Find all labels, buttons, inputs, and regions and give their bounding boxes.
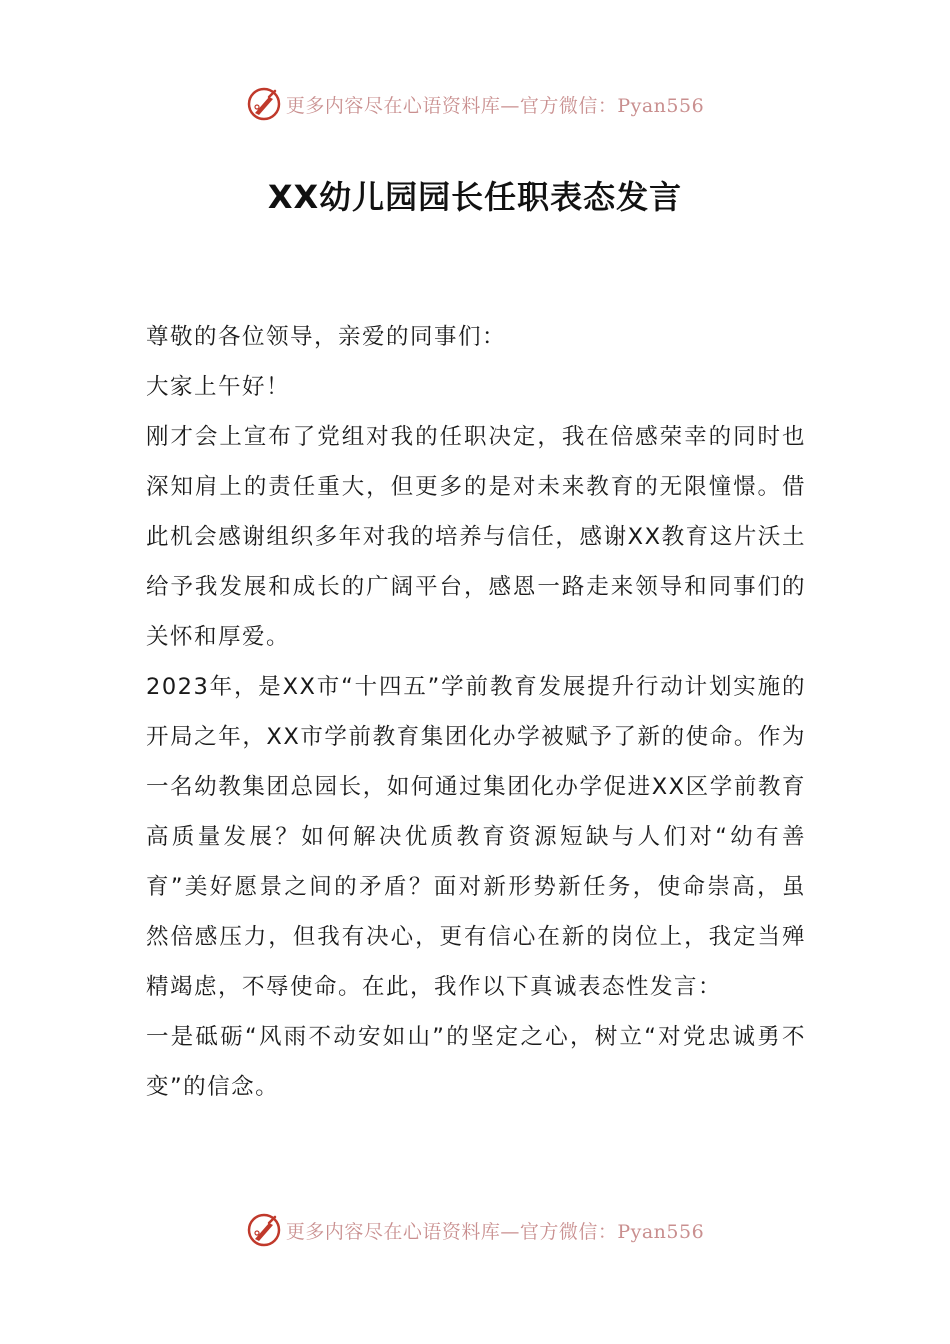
header-banner-text: 更多内容尽在心语资料库—官方微信：Pyan556 [285, 94, 705, 117]
greeting: 大家上午好！ [146, 374, 291, 400]
quill-pen-logo-icon [246, 1212, 282, 1248]
document-title: XX幼儿园园长任职表态发言 [267, 178, 683, 216]
document-body [146, 312, 806, 1112]
header-banner [0, 84, 950, 124]
footer-banner-text: 更多内容尽在心语资料库—官方微信：Pyan556 [285, 1220, 705, 1243]
paragraph: 刚才会上宣布了党组对我的任职决定，我在倍感荣幸的同时也深知肩上的责任重大，但更多的是对未来教育的无限憧憬。借此机会感谢组织多年对我的培养与信任，感谢XX教育这片沃土给予我发展和成长的广阔平台，感恩一路走来领导和同事们的关怀和厚爱。 [146, 424, 806, 650]
salutation: 尊敬的各位领导，亲爱的同事们： [146, 324, 507, 350]
paragraph: 一是砥砺“风雨不动安如山”的坚定之心，树立“对党忠诚勇不变”的信念。 [146, 1024, 806, 1100]
paragraph: 2023年，是XX市“十四五”学前教育发展提升行动计划实施的开局之年，XX市学前教育集团化办学被赋予了新的使命。作为一名幼教集团总园长，如何通过集团化办学促进XX区学前教育高质量发展？如何解决优质教育资源短缺与人们对“幼有善育”美好愿景之间的矛盾？面对新形势新任务，使命崇高，虽然倍感压力，但我有决心，更有信心在新的岗位上，我定当殚精竭虑，不辱使命。在此，我作以下真诚表态性发言： [146, 674, 806, 1000]
footer-banner [0, 1210, 950, 1250]
quill-pen-logo-icon [246, 86, 282, 122]
